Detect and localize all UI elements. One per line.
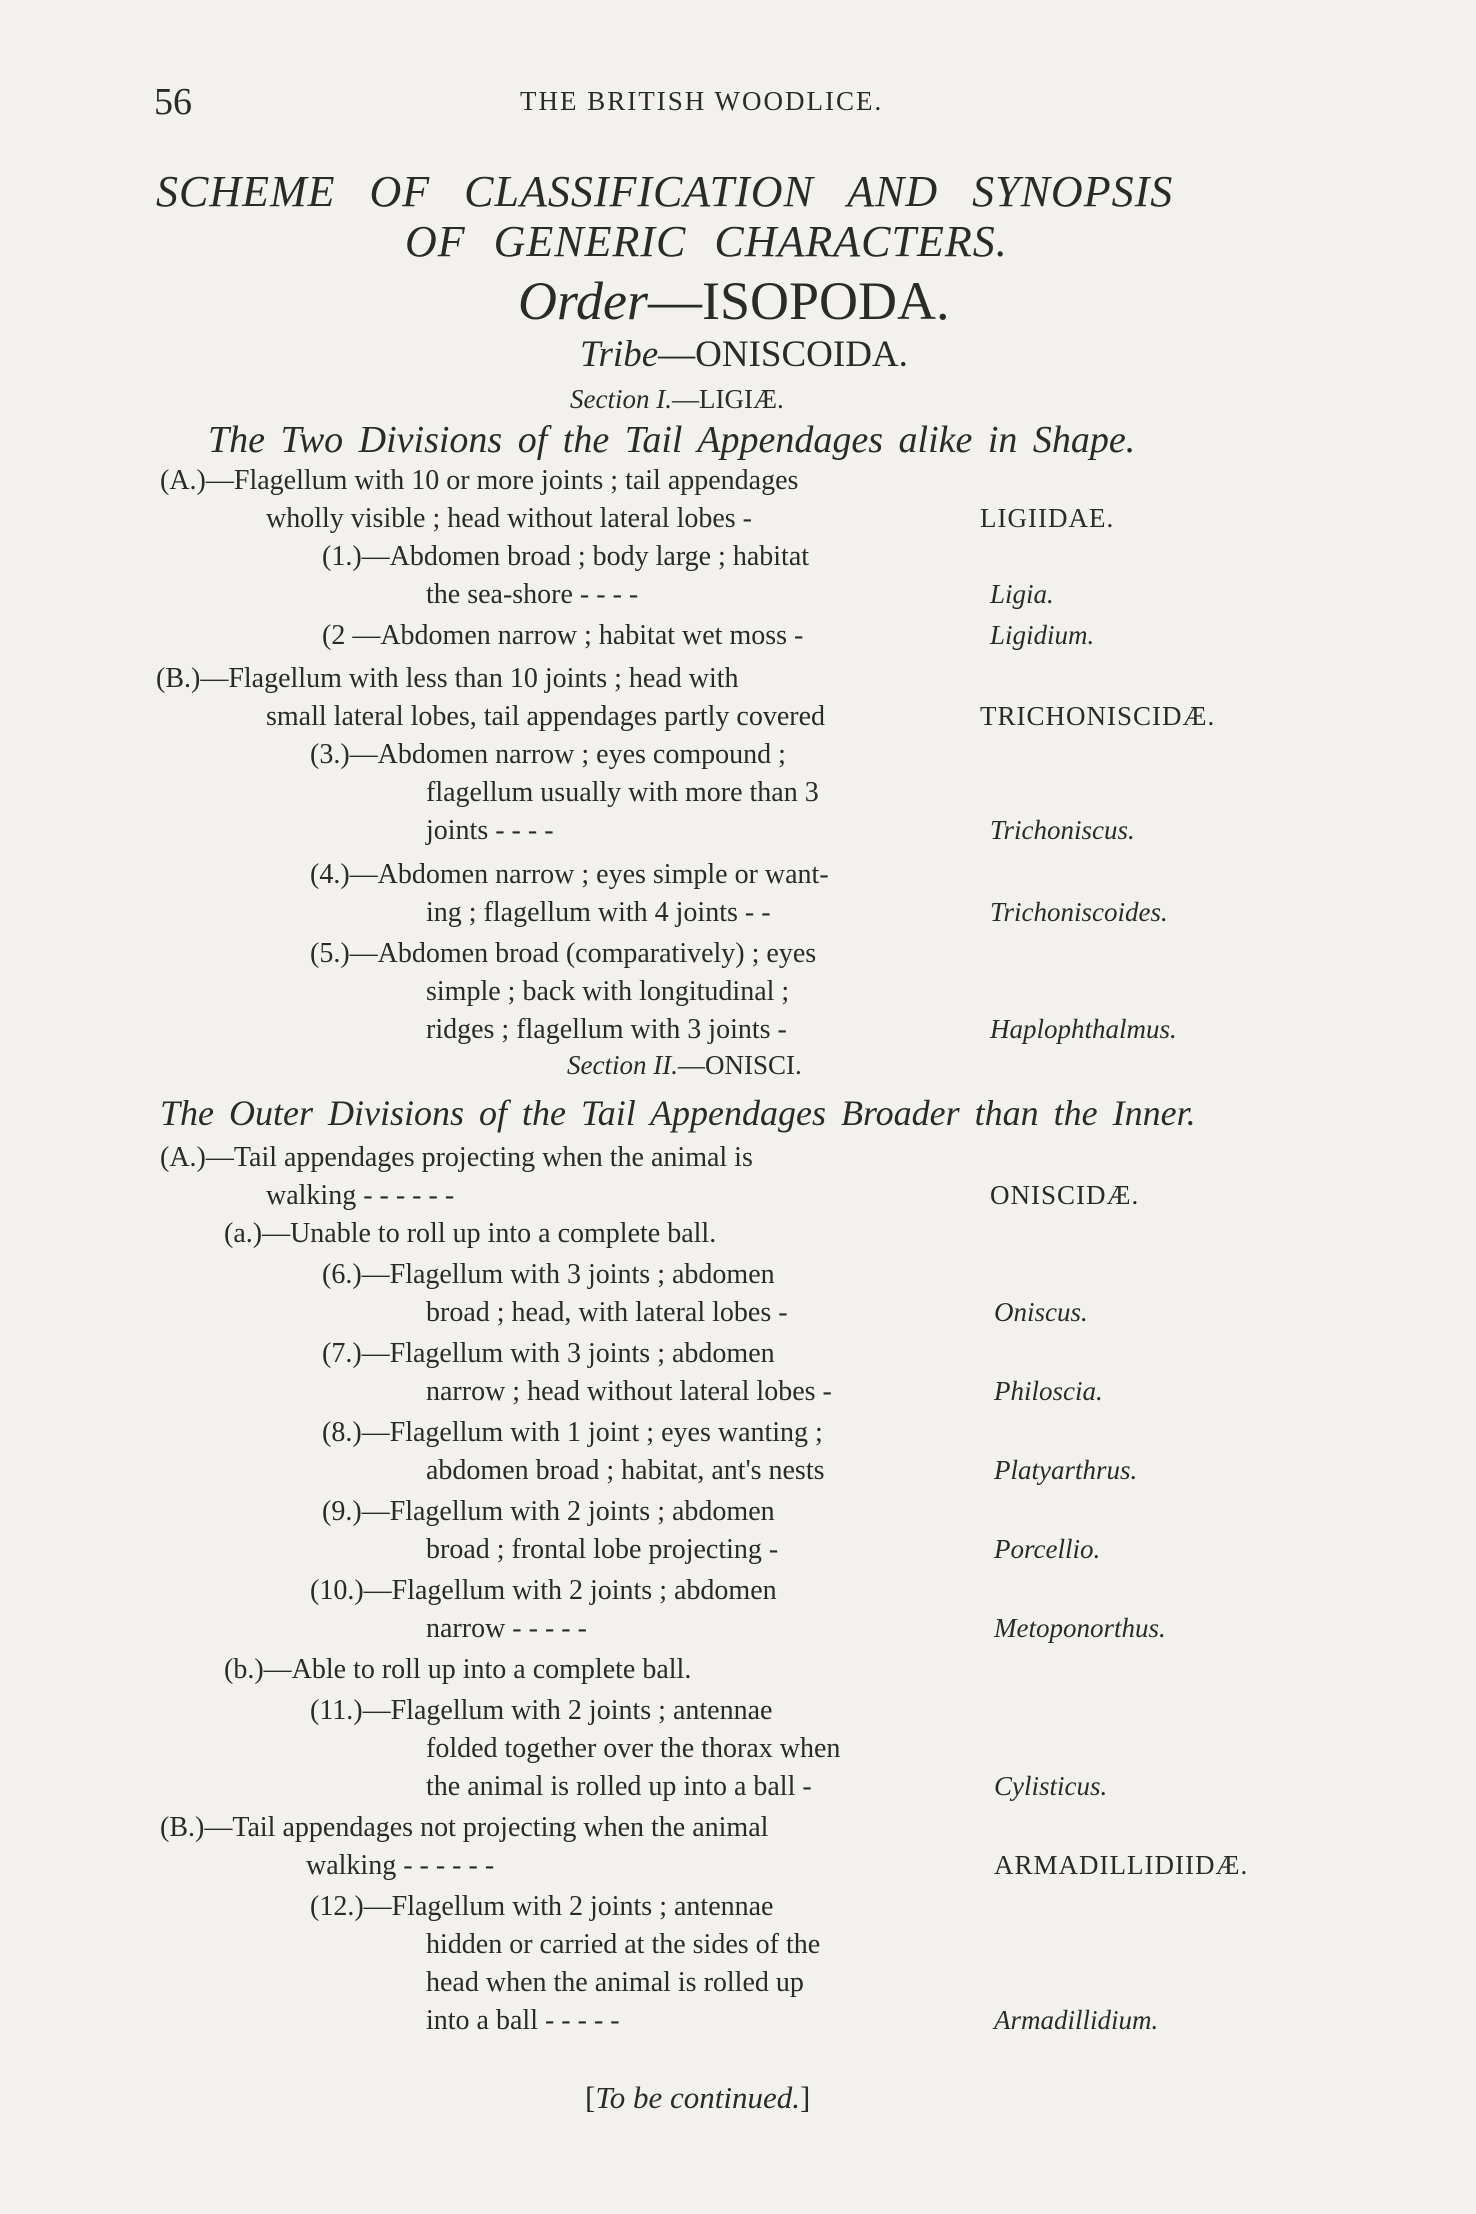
genus-name: Oniscus. (994, 1297, 1088, 1327)
continued-note (585, 2080, 810, 2116)
section-1-numeral: I. (656, 384, 672, 414)
key-line: (1.)—Abdomen broad ; body large ; habitat (322, 541, 810, 572)
tribe-prefix: Tribe (580, 334, 659, 375)
key-line: into a ball - - - - - (426, 2005, 620, 2036)
page-number: 56 (154, 81, 192, 123)
tribe-dash: — (658, 334, 696, 375)
family-name: LIGIIDAE. (980, 503, 1115, 533)
key-line: flagellum usually with more than 3 (426, 777, 819, 808)
family-name: TRICHONISCIDÆ. (980, 701, 1216, 731)
key-line: ridges ; flagellum with 3 joints - (426, 1014, 787, 1045)
section-1-name: —LIGIÆ. (671, 384, 784, 414)
genus-name: Porcellio. (994, 1534, 1101, 1564)
order-name: ISOPODA. (702, 271, 950, 331)
key-line: (b.)—Able to roll up into a complete ball. (224, 1654, 692, 1685)
key-line: wholly visible ; head without lateral lobes - (266, 503, 753, 534)
tribe-heading (580, 333, 908, 376)
section-1-division-heading: The Two Divisions of the Tail Appendages alike in Shape. (208, 419, 1136, 461)
family-name: ARMADILLIDIIDÆ. (994, 1850, 1249, 1880)
key-line: (10.)—Flagellum with 2 joints ; abdomen (310, 1575, 777, 1606)
genus-name: Philoscia. (994, 1376, 1103, 1406)
key-line: the sea-shore - - - - (426, 579, 639, 610)
section-2-division-heading: The Outer Divisions of the Tail Appendages Broader than the Inner. (160, 1093, 1196, 1133)
genus-name: Trichoniscus. (990, 815, 1135, 845)
key-line: broad ; head, with lateral lobes - (426, 1297, 788, 1328)
genus-name: Armadillidium. (994, 2005, 1159, 2035)
key-line: (a.)—Unable to roll up into a complete ball. (224, 1218, 717, 1249)
key-line: (3.)—Abdomen narrow ; eyes compound ; (310, 739, 786, 770)
key-line: (8.)—Flagellum with 1 joint ; eyes wanting ; (322, 1417, 823, 1448)
order-dash: — (648, 271, 702, 331)
key-line: ing ; flagellum with 4 joints - - (426, 897, 771, 928)
section-1-prefix: Section (570, 384, 650, 414)
section-2-numeral: II. (653, 1050, 678, 1080)
genus-name: Trichoniscoides. (990, 897, 1168, 927)
continued-open-bracket: [ (585, 2080, 596, 2115)
key-line: (2 —Abdomen narrow ; habitat wet moss - (322, 620, 804, 651)
genus-name: Cylisticus. (994, 1771, 1108, 1801)
genus-name: Ligidium. (990, 620, 1095, 650)
key-line: head when the animal is rolled up (426, 1967, 804, 1998)
key-line: hidden or carried at the sides of the (426, 1929, 821, 1960)
genus-name: Metoponorthus. (994, 1613, 1166, 1643)
continued-close-bracket: ] (799, 2080, 811, 2115)
genus-name: Haplophthalmus. (990, 1014, 1177, 1044)
key-line: (5.)—Abdomen broad (comparatively) ; eyes (310, 938, 817, 969)
key-line: (7.)—Flagellum with 3 joints ; abdomen (322, 1338, 775, 1369)
section-1-heading (570, 384, 784, 415)
order-heading (518, 270, 950, 332)
section-2-heading (567, 1050, 802, 1081)
key-line: (B.)—Tail appendages not projecting when the animal (160, 1812, 769, 1843)
key-line: small lateral lobes, tail appendages partly covered (266, 701, 826, 732)
key-line: (B.)—Flagellum with less than 10 joints ; head with (156, 663, 739, 694)
key-line: (9.)—Flagellum with 2 joints ; abdomen (322, 1496, 775, 1527)
key-line: (A.)—Tail appendages projecting when the animal is (160, 1142, 753, 1173)
genus-name: Ligia. (990, 579, 1054, 609)
genus-name: Platyarthrus. (994, 1455, 1138, 1485)
key-line: simple ; back with longitudinal ; (426, 976, 790, 1007)
key-line: (12.)—Flagellum with 2 joints ; antennae (310, 1891, 774, 1922)
key-line: narrow ; head without lateral lobes - (426, 1376, 832, 1407)
key-line: the animal is rolled up into a ball - (426, 1771, 812, 1802)
key-line: joints - - - - (426, 815, 554, 846)
key-line: (A.)—Flagellum with 10 or more joints ; tail appendages (160, 465, 799, 496)
tribe-name: ONISCOIDA. (695, 334, 908, 375)
continued-text: To be continued. (595, 2080, 800, 2115)
section-2-name: —ONISCI. (677, 1050, 802, 1080)
order-prefix: Order (518, 271, 648, 331)
key-line: walking - - - - - - (266, 1180, 455, 1211)
key-line: (6.)—Flagellum with 3 joints ; abdomen (322, 1259, 775, 1290)
scheme-title-line2: OF GENERIC CHARACTERS. (405, 217, 1008, 266)
key-line: (11.)—Flagellum with 2 joints ; antennae (310, 1695, 773, 1726)
key-line: folded together over the thorax when (426, 1733, 841, 1764)
running-title: THE BRITISH WOODLICE. (520, 86, 884, 116)
key-line: narrow - - - - - (426, 1613, 587, 1644)
scheme-title-line1: SCHEME OF CLASSIFICATION AND SYNOPSIS (156, 167, 1174, 216)
key-line: broad ; frontal lobe projecting - (426, 1534, 779, 1565)
key-line: (4.)—Abdomen narrow ; eyes simple or want- (310, 859, 829, 890)
key-line: walking - - - - - - (306, 1850, 495, 1881)
key-line: abdomen broad ; habitat, ant's nests (426, 1455, 825, 1486)
section-2-prefix: Section (567, 1050, 647, 1080)
family-name: ONISCIDÆ. (990, 1180, 1140, 1210)
